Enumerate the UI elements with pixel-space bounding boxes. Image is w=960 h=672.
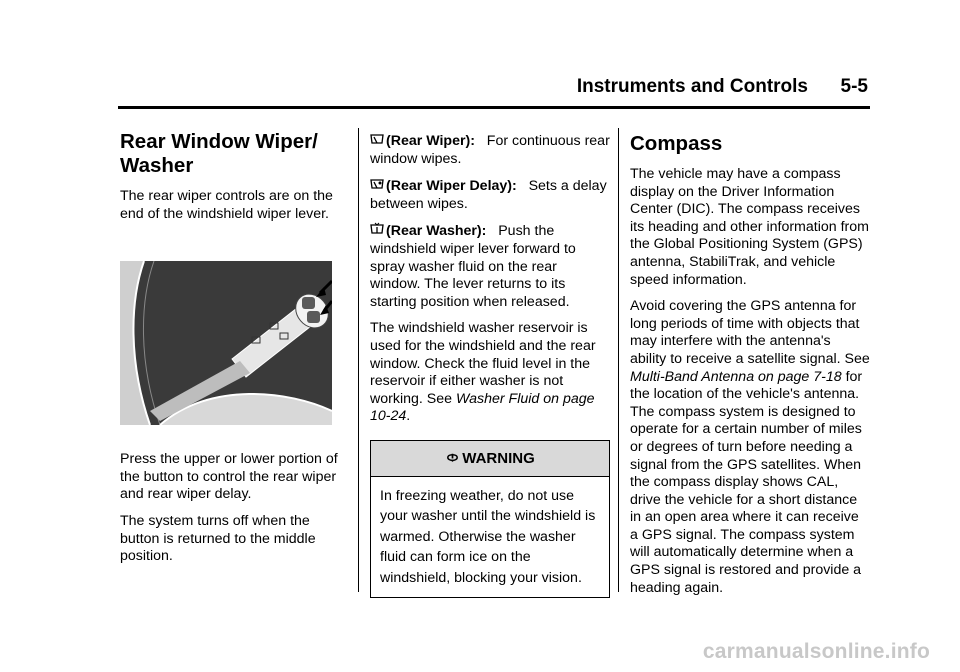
left-column (120, 124, 345, 575)
washer-fluid-link[interactable]: Washer Fluid on page 10-24 (370, 390, 595, 425)
warning-title: WARNING (462, 449, 535, 467)
rear-wiper-heading: Rear Window Wiper/ Washer (120, 130, 318, 177)
warning-box (370, 440, 610, 599)
warning-icon (445, 450, 460, 465)
section-title: Instruments and Controls (576, 76, 808, 97)
rear-wiper-para2: The system turns off when the button is returned to the middle position. (120, 512, 316, 565)
watermark: carmanualsonline.info (702, 640, 930, 663)
rear-washer-icon (370, 222, 384, 236)
rear-wiper-delay-text: Sets a delay between wipes. (370, 178, 607, 212)
washer-reservoir-end: . (406, 408, 411, 425)
compass-para2-start: Avoid covering the GPS antenna for long periods of time with objects that may interfere with the antenna's ability to receive a satellite signal. See (630, 298, 870, 367)
page-header (118, 76, 870, 109)
rear-wiper-text: For continuous rear window wipes. (370, 133, 610, 167)
washer-reservoir-para (370, 320, 610, 426)
antenna-link[interactable]: Multi-Band Antenna on page 7-18 (630, 368, 842, 385)
rear-wiper-label: (Rear Wiper): (386, 133, 475, 149)
wiper-lever-drawing (120, 261, 332, 425)
rear-washer-item (370, 222, 610, 311)
rear-wiper-intro: The rear wiper controls are on the end of the windshield wiper lever. (120, 188, 333, 222)
rear-wiper-icon (370, 132, 384, 146)
warning-text: In freezing weather, do not use your washer until the windshield is warmed. Otherwise the washer fluid can form ice on the windshield, blocking your vision. (380, 487, 596, 586)
rear-wiper-delay-item (370, 177, 610, 213)
column-divider-right (618, 128, 619, 592)
compass-para2 (630, 298, 870, 597)
rear-wiper-item (370, 132, 610, 168)
column-divider-left (358, 128, 359, 592)
wiper-lever-illustration (120, 261, 332, 425)
rear-wiper-delay-icon (370, 177, 384, 191)
warning-header (371, 441, 609, 477)
middle-column (370, 132, 610, 598)
compass-para2-end: for the location of the vehicle's antenna. The compass system is designed to operate for a certain number of miles or degrees of turn before needing a signal from the GPS satellites. When the compass display shows CAL, drive the vehicle for a short distance in an open area where it can receive a GPS signal. The compass system will automatically determine when a GPS signal is restored and provide a heading again. (630, 368, 863, 596)
washer-reservoir-text: The windshield washer reservoir is used for the windshield and the rear window. Check the fluid level in the reservoir if either washer is not working. See (370, 320, 596, 407)
compass-para1: The vehicle may have a compass display on the Driver Information Center (DIC). The compass receives its heading and other information from the Global Positioning System (GPS) antenna, StabiliTrak, and vehicle speed information. (630, 166, 869, 288)
compass-heading: Compass (630, 132, 723, 155)
rear-washer-label: (Rear Washer): (386, 223, 487, 240)
rear-washer-text: Push the windshield wiper lever forward to spray washer fluid on the rear window. The lever returns to its starting position when released. (370, 223, 576, 310)
right-column (630, 124, 870, 606)
rear-wiper-para1: Press the upper or lower portion of the button to control the rear wiper and rear wiper delay. (120, 451, 338, 503)
page-number: 5-5 (840, 76, 868, 97)
rear-wiper-delay-label: (Rear Wiper Delay): (386, 178, 517, 195)
